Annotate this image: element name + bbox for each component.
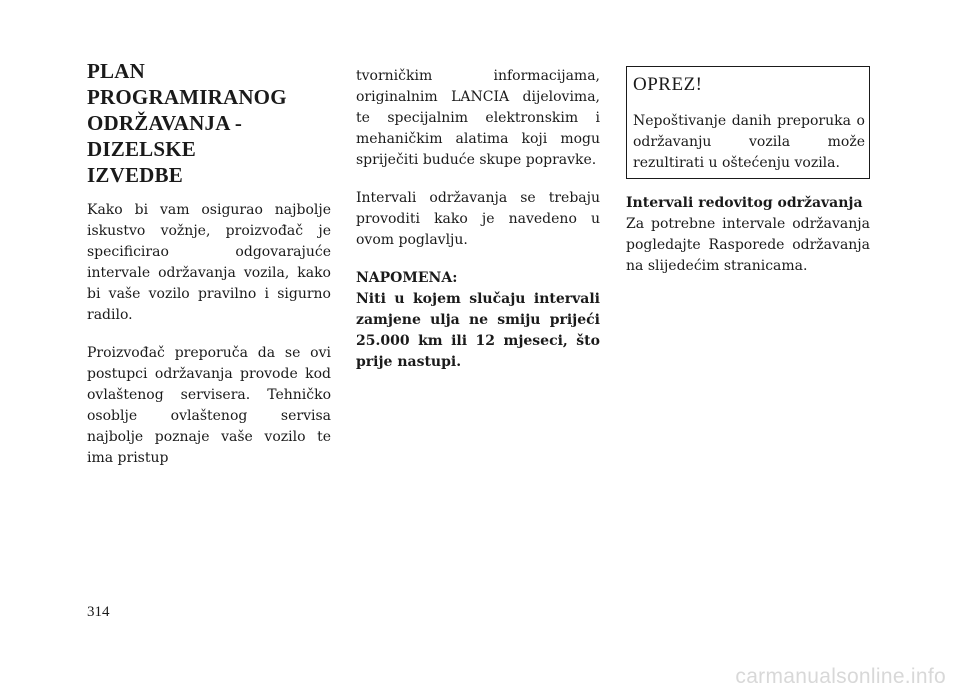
warning-box bbox=[626, 66, 870, 179]
maintenance-intervals-text: Za potrebne intervale održavanja pogledajte Rasporede održavanja na slijedećim stranicama. bbox=[626, 216, 870, 274]
intervals-paragraph: Intervali održavanja se trebaju provoditi kako je navedeno u ovom poglavlju. bbox=[356, 190, 600, 248]
note-heading: NAPOMENA: bbox=[356, 270, 458, 286]
column-2 bbox=[356, 66, 600, 373]
section-title bbox=[87, 58, 331, 188]
continuation-paragraph: tvorničkim informacijama, originalnim LANCIA dijelovima, te specijalnim elektronskim i mehaničkim alatima koji mogu spriječiti buduće skupe popravke. bbox=[356, 68, 600, 168]
watermark: carmanualsonline.info bbox=[735, 665, 946, 688]
maintenance-intervals-heading: Intervali redovitog održavanja bbox=[626, 195, 863, 211]
section-title-line-3: IZVEDBE bbox=[87, 163, 183, 187]
section-title-line-1: PLAN PROGRAMIRANOG bbox=[87, 59, 287, 109]
warning-title: OPREZ! bbox=[633, 74, 703, 95]
column-3 bbox=[626, 66, 870, 294]
recommendation-paragraph: Proizvođač preporuča da se ovi postupci održavanja provode kod ovlaštenog servisera. Tehničko osoblje ovlaštenog servisa najbolje poznaje vaše vozilo te ima pristup bbox=[87, 345, 331, 466]
intro-paragraph: Kako bi vam osigurao najbolje iskustvo vožnje, proizvođač je specificirao odgovarajuće intervale održavanja vozila, kako bi vaše vozilo pravilno i sigurno radilo. bbox=[87, 202, 331, 323]
section-title-line-2: ODRŽAVANJA - DIZELSKE bbox=[87, 111, 243, 161]
column-1 bbox=[87, 58, 331, 486]
page-number: 314 bbox=[87, 604, 110, 620]
note-block bbox=[356, 268, 600, 373]
note-body: Niti u kojem slučaju intervali zamjene ulja ne smiju prijeći 25.000 km ili 12 mjeseci, što prije nastupi. bbox=[356, 291, 600, 370]
warning-text: Nepoštivanje danih preporuka o održavanju vozila može rezultirati u oštećenju vozila. bbox=[633, 113, 865, 171]
